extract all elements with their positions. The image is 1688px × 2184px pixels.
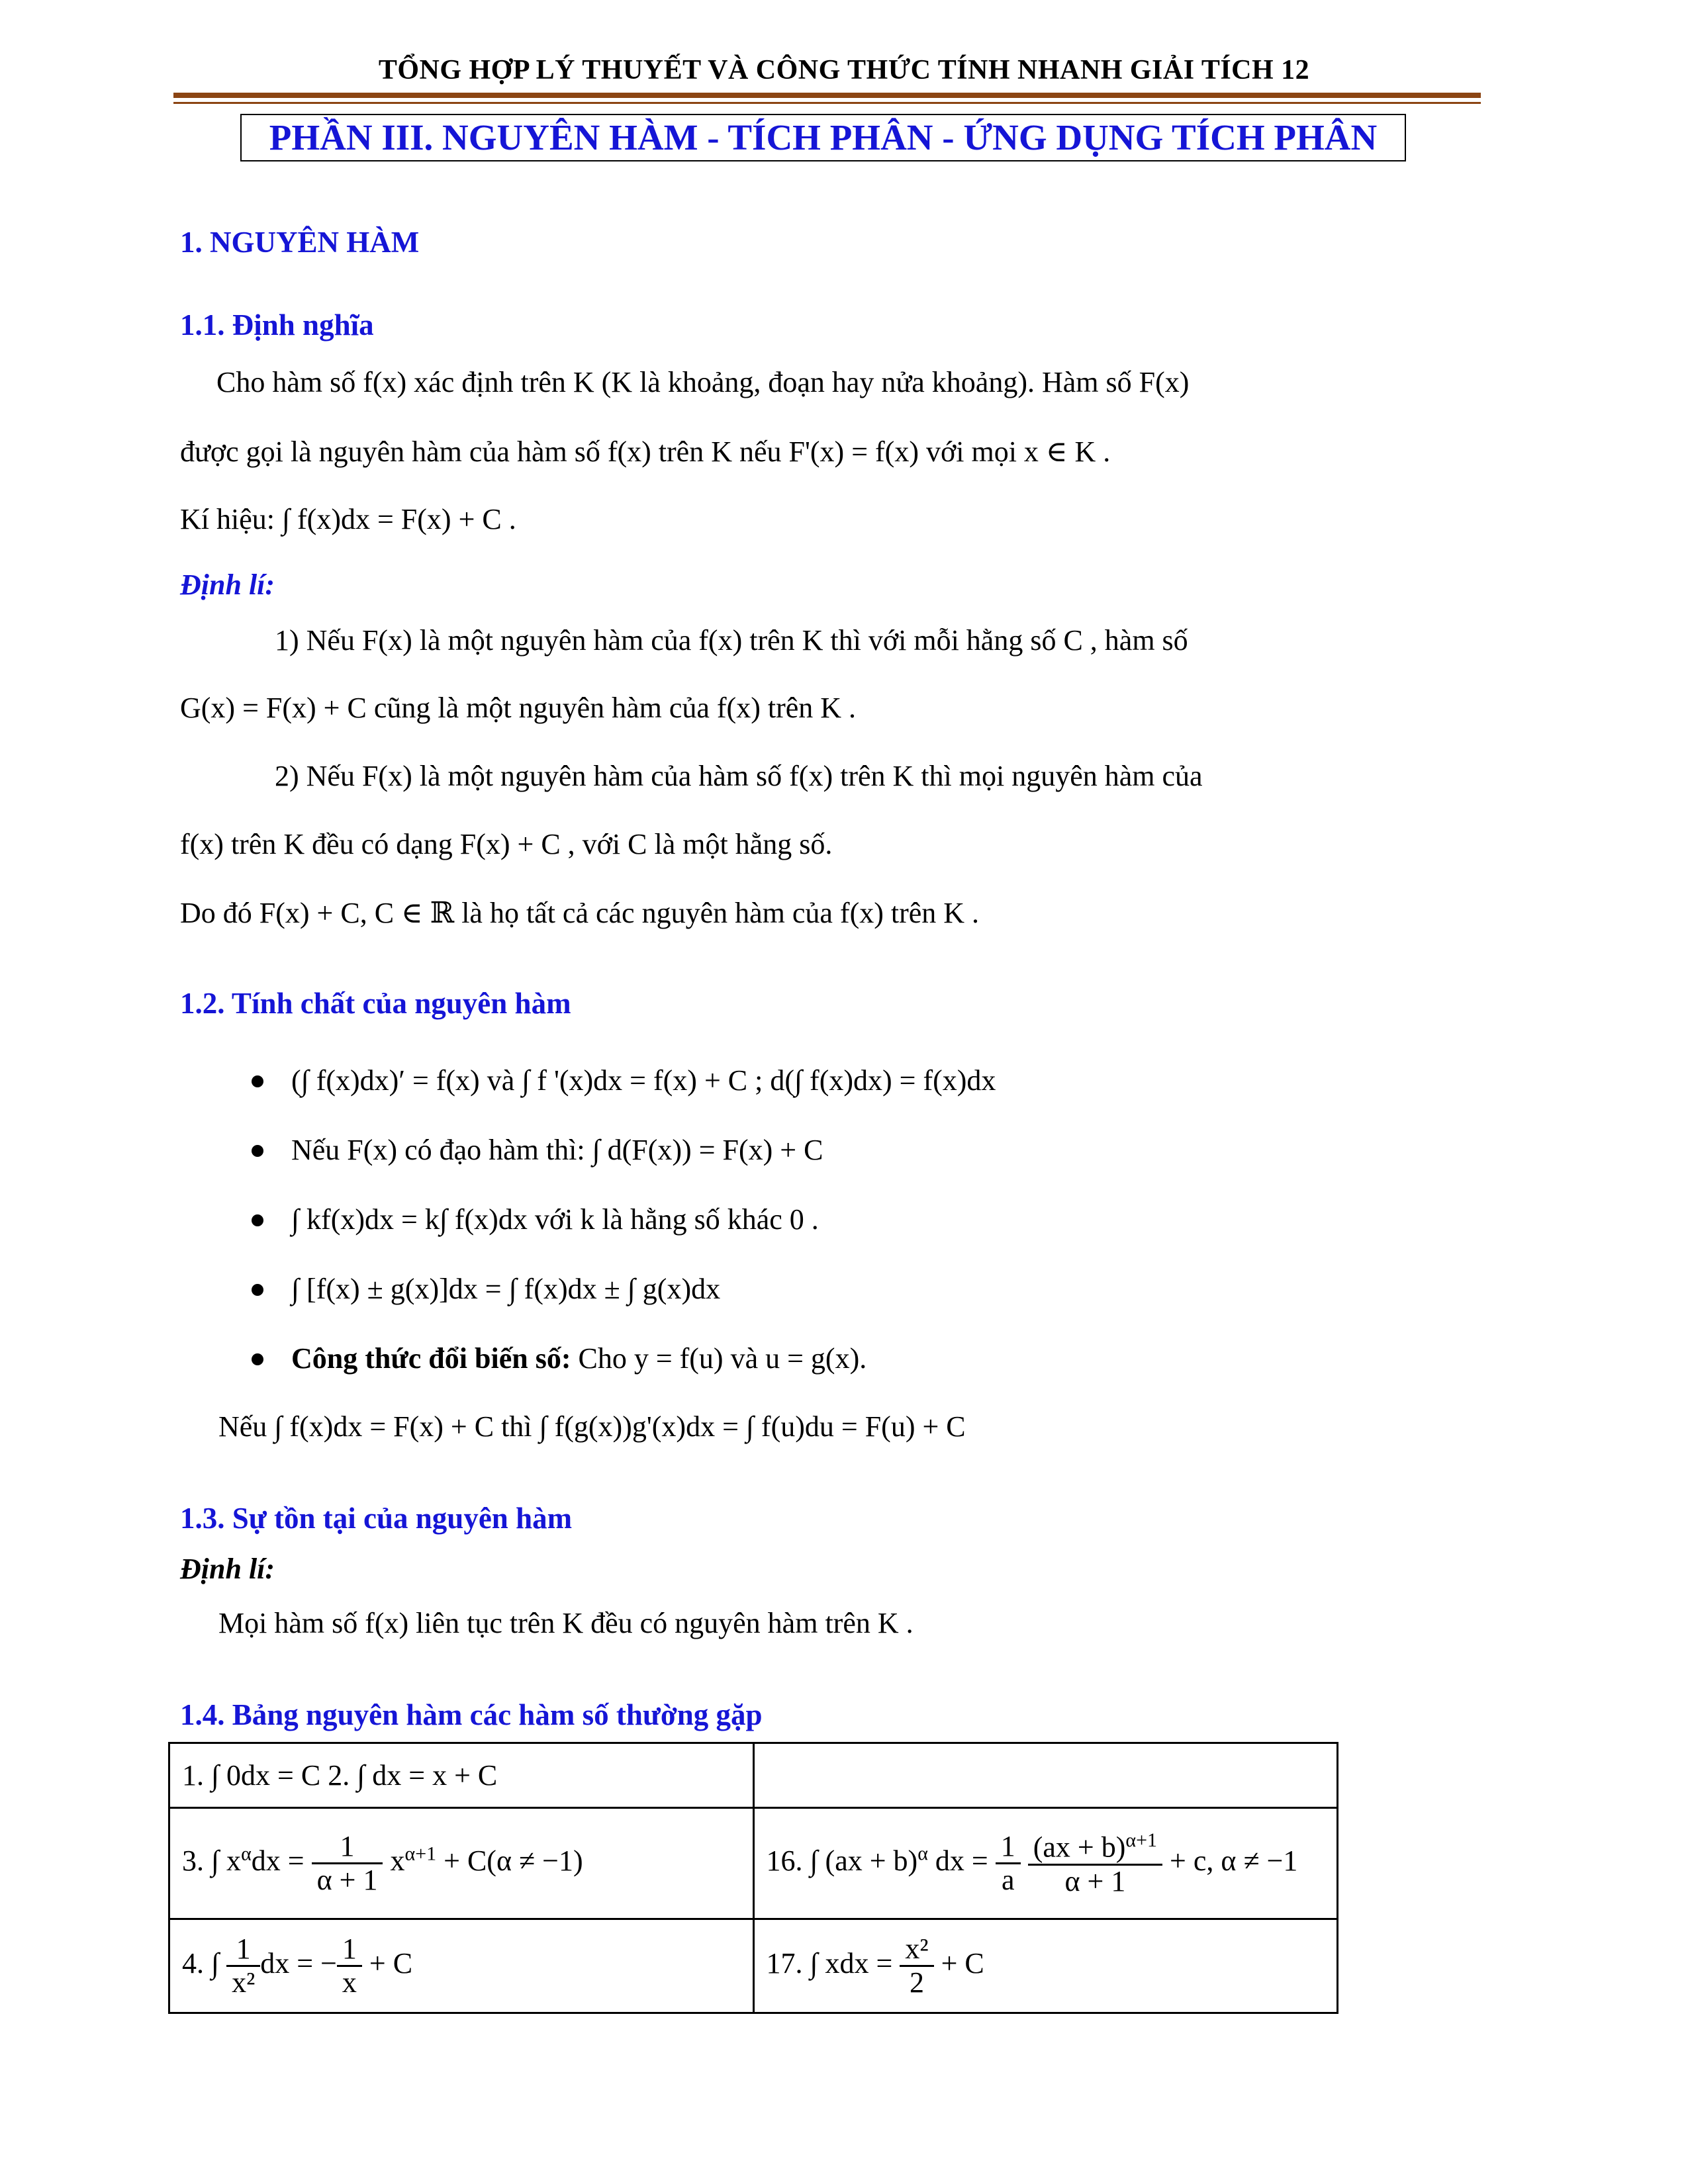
- fraction-numerator: x²: [900, 1933, 933, 1967]
- theorem-2-line-2: f(x) trên K đều có dạng F(x) + C , với C là một hằng số.: [180, 828, 833, 860]
- fraction: [337, 1933, 362, 1999]
- fraction-denominator: 2: [909, 1966, 924, 1999]
- table-cell: [753, 1919, 1338, 2013]
- bullet-icon: [252, 1284, 263, 1296]
- formula-part: dx = −: [260, 1946, 337, 1979]
- section-1-1-title: 1.1. Định nghĩa: [180, 308, 374, 341]
- fraction-numerator: [1028, 1829, 1162, 1866]
- formula-part: dx =: [927, 1844, 996, 1877]
- property-1: (∫ f(x)dx)′ = f(x) và ∫ f '(x)dx = f(x) + C ; d(∫ f(x)dx) = f(x)dx: [291, 1064, 996, 1097]
- formula-exponent: α: [917, 1842, 928, 1864]
- theorem-1-line-2: G(x) = F(x) + C cũng là một nguyên hàm của f(x) trên K .: [180, 692, 857, 724]
- definition-line-2: được gọi là nguyên hàm của hàm số f(x) trên K nếu F'(x) = f(x) với mọi x ∈ K .: [180, 435, 1111, 468]
- section-1-title: 1. NGUYÊN HÀM: [180, 226, 420, 259]
- antiderivative-table: [168, 1742, 1338, 2014]
- page-header-title: TỔNG HỢP LÝ THUYẾT VÀ CÔNG THỨC TÍNH NHANH GIẢI TÍCH 12: [378, 55, 1310, 85]
- table-cell-empty: [753, 1743, 1338, 1808]
- bullet-icon: [252, 1075, 263, 1087]
- formula-part: + C(α ≠ −1): [436, 1844, 583, 1877]
- fraction-denominator: α + 1: [1064, 1864, 1126, 1897]
- table-row: [169, 1743, 1338, 1808]
- property-3: ∫ kf(x)dx = k∫ f(x)dx với k là hằng số khác 0 .: [291, 1203, 819, 1236]
- formula-exponent: α+1: [1125, 1829, 1158, 1851]
- fraction: [900, 1933, 933, 1999]
- fraction: [996, 1831, 1021, 1897]
- fraction: [1028, 1829, 1162, 1897]
- fraction-numerator: 1: [226, 1933, 260, 1967]
- header-rule-thick: [173, 93, 1481, 98]
- table-cell: [169, 1808, 754, 1919]
- notation-line: Kí hiệu: ∫ f(x)dx = F(x) + C .: [180, 503, 516, 535]
- formula-part: + c, α ≠ −1: [1162, 1844, 1298, 1877]
- fraction-numerator: 1: [337, 1933, 362, 1967]
- fraction-denominator: x²: [232, 1966, 256, 1999]
- table-row: [169, 1808, 1338, 1919]
- formula-part: x: [383, 1844, 405, 1877]
- existence-theorem-text: Mọi hàm số f(x) liên tục trên K đều có nguyên hàm trên K .: [218, 1607, 914, 1639]
- fraction: [312, 1831, 383, 1897]
- property-4: ∫ [f(x) ± g(x)]dx = ∫ f(x)dx ± ∫ g(x)dx: [291, 1273, 721, 1305]
- formula-part: (ax + b): [1033, 1831, 1126, 1864]
- bullet-icon: [252, 1353, 263, 1365]
- bullet-icon: [252, 1214, 263, 1226]
- fraction: [226, 1933, 260, 1999]
- substitution-text: Cho y = f(u) và u = g(x).: [571, 1342, 867, 1375]
- formula-part: 17. ∫ xdx =: [766, 1946, 900, 1979]
- fraction-numerator: 1: [312, 1831, 383, 1864]
- section-1-2-title: 1.2. Tính chất của nguyên hàm: [180, 987, 571, 1020]
- table-cell: [169, 1919, 754, 2013]
- fraction-numerator: 1: [996, 1831, 1021, 1864]
- theorem-2-line-1: 2) Nếu F(x) là một nguyên hàm của hàm số f(x) trên K thì mọi nguyên hàm của: [275, 760, 1203, 792]
- formula-part: 3. ∫ x: [182, 1844, 242, 1877]
- formula-part: 16. ∫ (ax + b): [766, 1844, 918, 1877]
- table-cell: 1. ∫ 0dx = C 2. ∫ dx = x + C: [169, 1743, 754, 1808]
- formula-part: dx =: [251, 1844, 312, 1877]
- substitution-label: Công thức đổi biến số:: [291, 1342, 571, 1375]
- part-title: PHẦN III. NGUYÊN HÀM - TÍCH PHÂN - ỨNG DỤNG TÍCH PHÂN: [240, 114, 1406, 161]
- table-cell: [753, 1808, 1338, 1919]
- bullet-icon: [252, 1145, 263, 1157]
- substitution-formula: Nếu ∫ f(x)dx = F(x) + C thì ∫ f(g(x))g'(x)dx = ∫ f(u)du = F(u) + C: [218, 1410, 966, 1443]
- property-2: Nếu F(x) có đạo hàm thì: ∫ d(F(x)) = F(x) + C: [291, 1134, 823, 1166]
- formula-part: 4. ∫: [182, 1946, 227, 1979]
- theorem-1-line-1: 1) Nếu F(x) là một nguyên hàm của f(x) trên K thì với mỗi hằng số C , hàm số: [275, 624, 1188, 657]
- formula-exponent: α: [241, 1842, 252, 1864]
- substitution-line: [291, 1340, 867, 1377]
- fraction-denominator: α + 1: [316, 1864, 378, 1896]
- table-row: [169, 1919, 1338, 2013]
- conclusion-line: Do đó F(x) + C, C ∈ ℝ là họ tất cả các nguyên hàm của f(x) trên K .: [180, 897, 980, 929]
- formula-exponent: α+1: [404, 1842, 437, 1864]
- theorem-label-2: Định lí:: [180, 1553, 275, 1585]
- section-1-4-title: 1.4. Bảng nguyên hàm các hàm số thường gặp: [180, 1698, 763, 1731]
- fraction-denominator: x: [342, 1966, 357, 1999]
- definition-line-1: Cho hàm số f(x) xác định trên K (K là khoảng, đoạn hay nửa khoảng). Hàm số F(x): [216, 366, 1190, 398]
- formula-part: + C: [933, 1946, 984, 1979]
- theorem-label: Định lí:: [180, 569, 275, 601]
- fraction-denominator: a: [1001, 1864, 1015, 1896]
- formula-part: + C: [361, 1946, 413, 1979]
- header-rule-thin: [173, 102, 1481, 104]
- section-1-3-title: 1.3. Sự tồn tại của nguyên hàm: [180, 1502, 573, 1535]
